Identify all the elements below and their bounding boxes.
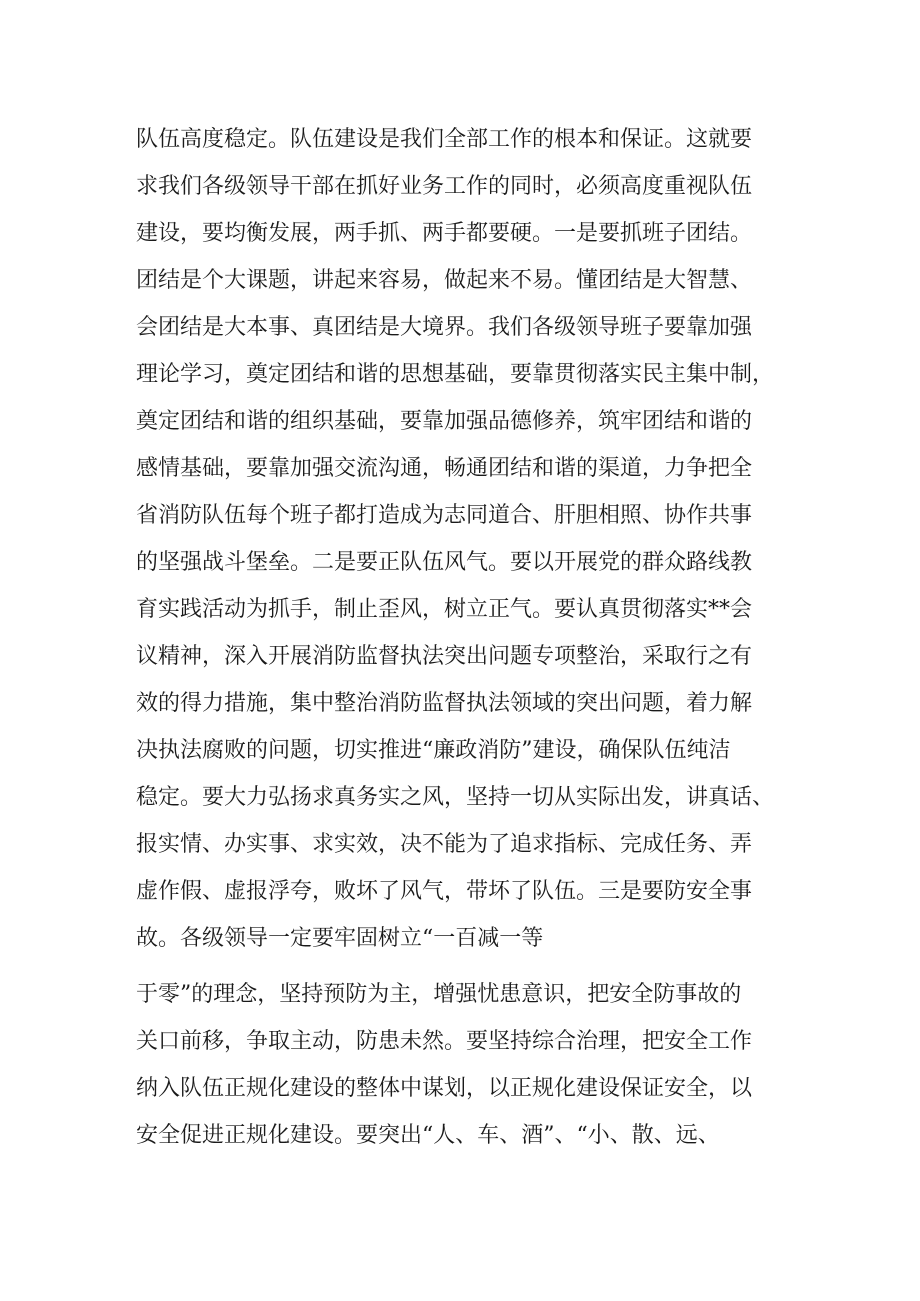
text-line: 建设，要均衡发展，两手抓、两手都要硬。一是要抓班子团结。: [136, 221, 753, 246]
text-line: 安全促进正规化建设。要突出“人、车、酒”、“小、散、远、: [136, 1123, 720, 1148]
text-line: 育实践活动为抓手，制止歪风，树立正气。要认真贯彻落实**会: [136, 597, 753, 622]
text-line: 纳入队伍正规化建设的整体中谋划，以正规化建设保证安全，以: [136, 1076, 753, 1101]
text-line: 稳定。要大力弘扬求真务实之风，坚持一切从实际出发，讲真话、: [136, 785, 775, 810]
text-line: 队伍高度稳定。队伍建设是我们全部工作的根本和保证。这就要: [136, 127, 753, 152]
text-line: 奠定团结和谐的组织基础，要靠加强品德修养，筑牢团结和谐的: [136, 409, 753, 434]
text-line: 感情基础，要靠加强交流沟通，畅通团结和谐的渠道，力争把全: [136, 456, 753, 481]
text-line: 虚作假、虚报浮夸，败坏了风气，带坏了队伍。三是要防安全事: [136, 879, 753, 904]
text-line: 故。各级领导一定要牢固树立“一百减一等: [136, 926, 544, 951]
text-line: 理论学习，奠定团结和谐的思想基础，要靠贯彻落实民主集中制，: [136, 362, 775, 387]
text-line: 求我们各级领导干部在抓好业务工作的同时，必须高度重视队伍: [136, 174, 753, 199]
text-line: 议精神，深入开展消防监督执法突出问题专项整治，采取行之有: [136, 644, 753, 669]
text-line: 决执法腐败的问题，切实推进“廉政消防”建设，确保队伍纯洁: [136, 738, 731, 763]
text-line: 报实情、办实事、求实效，决不能为了追求指标、完成任务、弄: [136, 832, 753, 857]
text-line: 省消防队伍每个班子都打造成为志同道合、肝胆相照、协作共事: [136, 503, 753, 528]
text-line: 的坚强战斗堡垒。二是要正队伍风气。要以开展党的群众路线教: [136, 550, 753, 575]
text-line: 团结是个大课题，讲起来容易，做起来不易。懂团结是大智慧、: [136, 268, 753, 293]
text-line: 关口前移，争取主动，防患未然。要坚持综合治理，把安全工作: [136, 1029, 753, 1054]
text-line: 效的得力措施，集中整治消防监督执法领域的突出问题，着力解: [136, 691, 753, 716]
text-line: 于零”的理念，坚持预防为主，增强忧患意识，把安全防事故的: [136, 982, 742, 1007]
text-line: 会团结是大本事、真团结是大境界。我们各级领导班子要靠加强: [136, 315, 753, 340]
